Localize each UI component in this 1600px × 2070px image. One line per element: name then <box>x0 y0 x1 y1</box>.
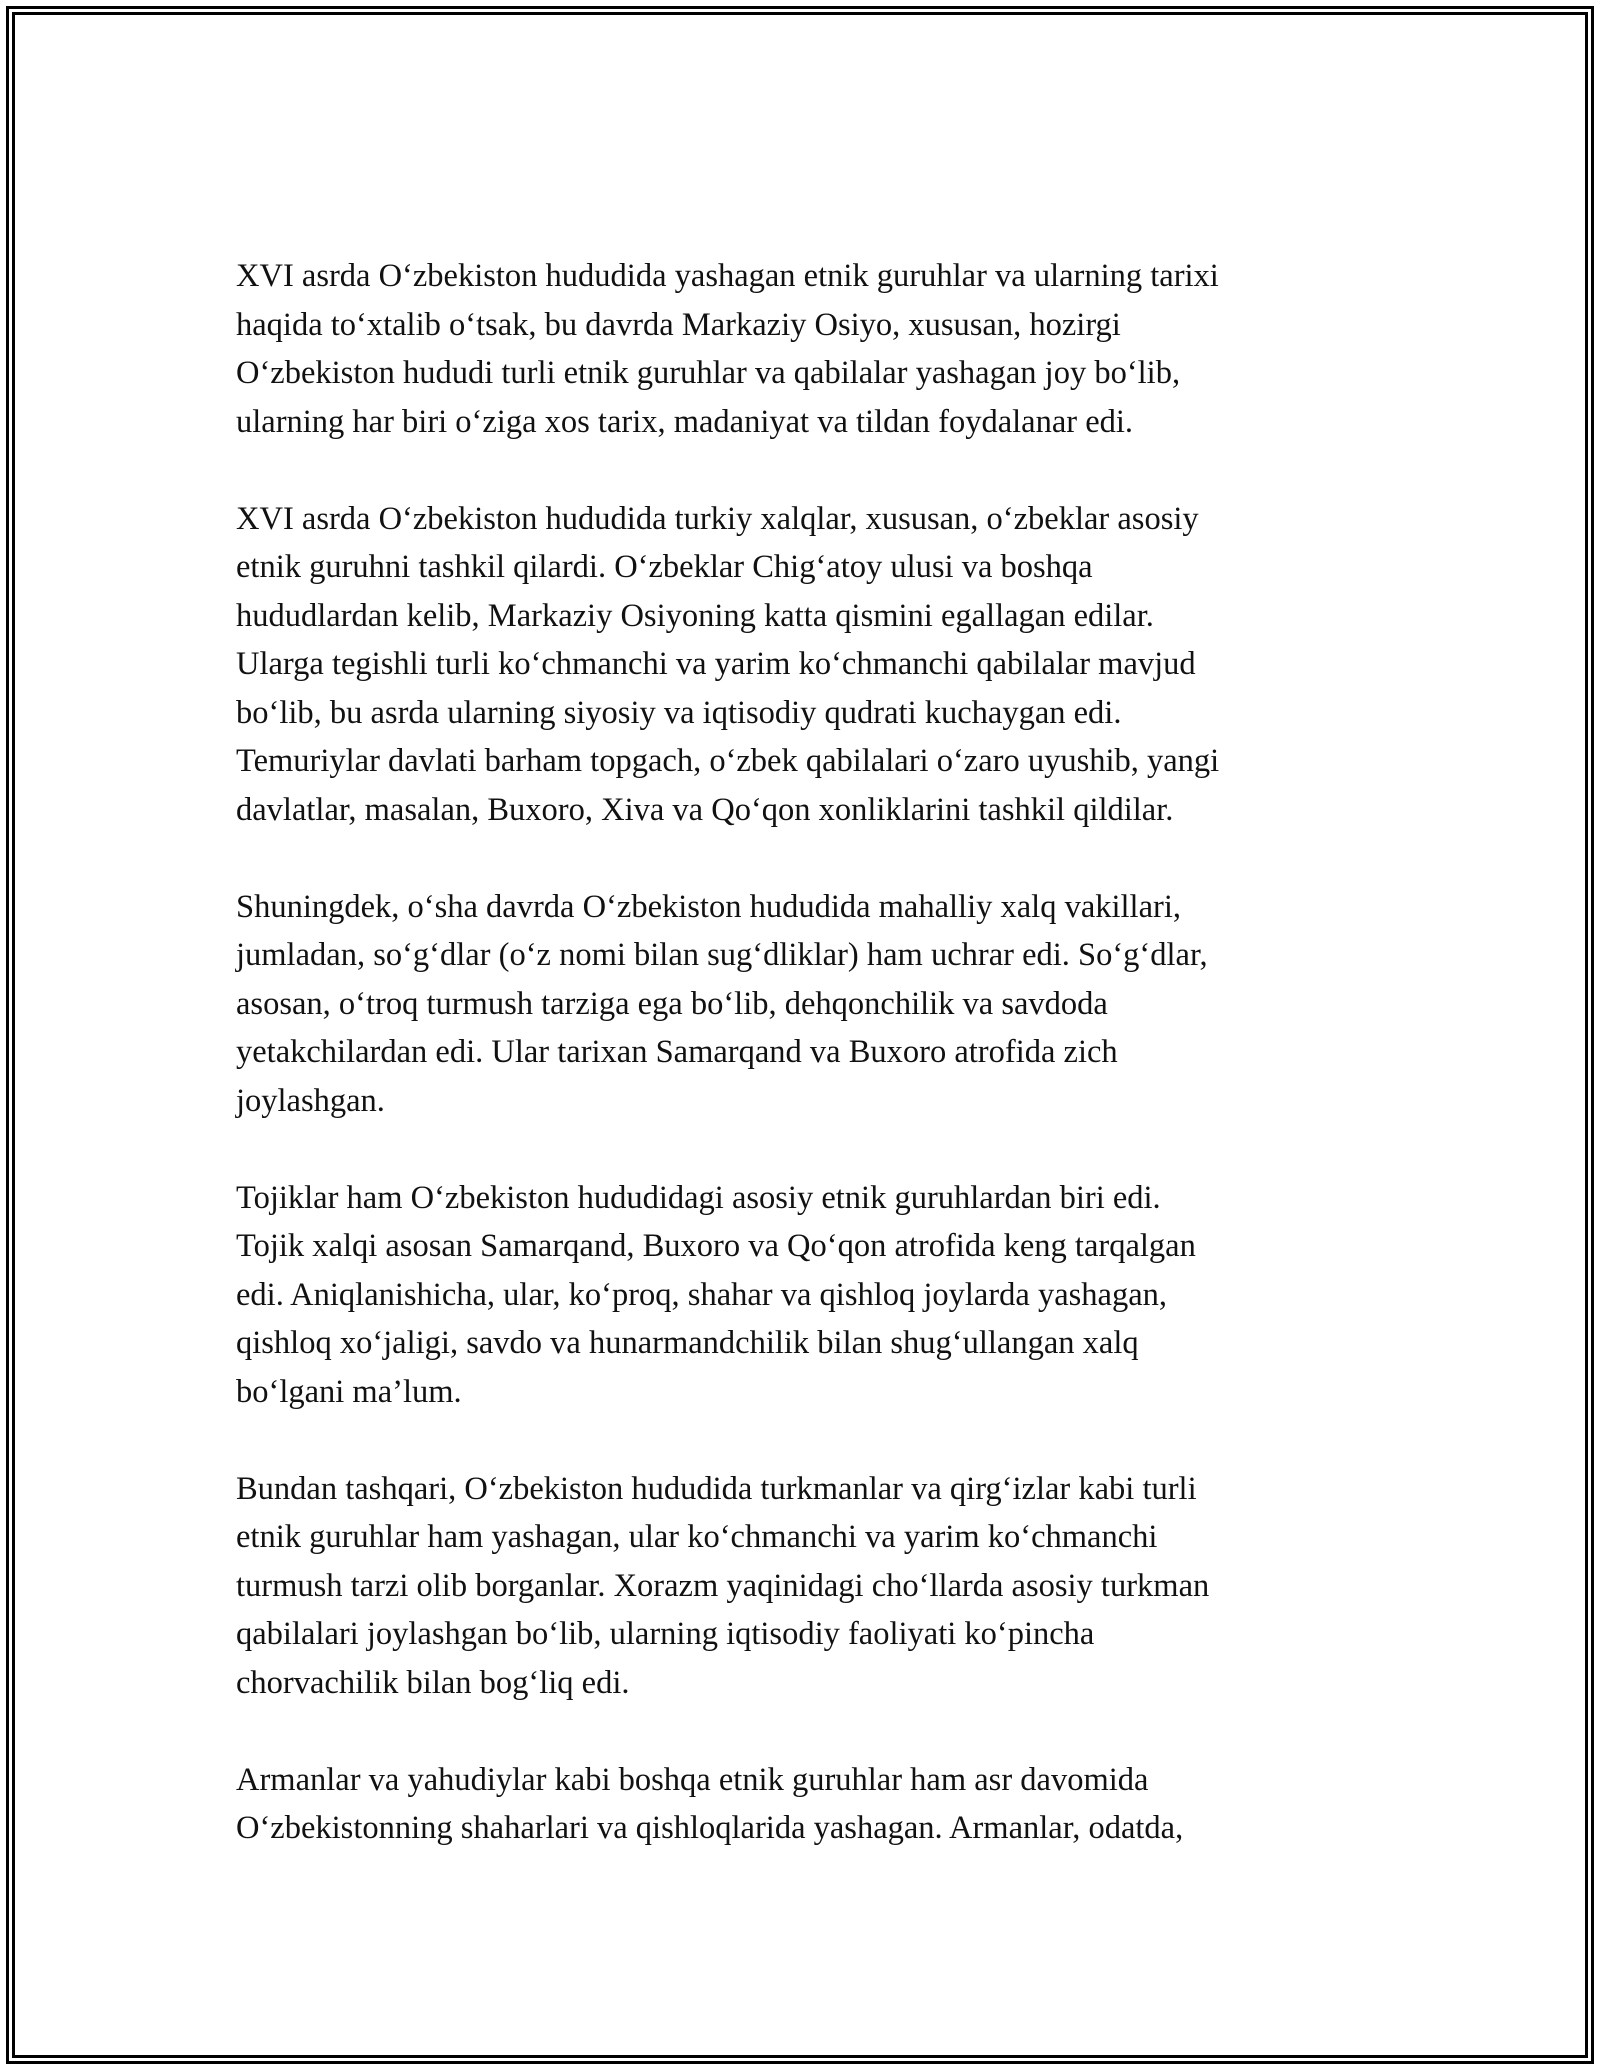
text-line: qishloq xo‘jaligi, savdo va hunarmandchilik bilan shug‘ullangan xalq <box>236 1325 1139 1361</box>
text-line: Ularga tegishli turli ko‘chmanchi va yarim ko‘chmanchi qabilalar mavjud <box>236 646 1196 682</box>
text-line: XVI asrda O‘zbekiston hududida turkiy xalqlar, xususan, o‘zbeklar asosiy <box>236 500 1199 537</box>
paragraph-5 <box>236 1465 1386 1708</box>
paragraph-4 <box>236 1174 1386 1417</box>
text-line: XVI asrda O‘zbekiston hududida yashagan etnik guruhlar va ularning tarixi <box>236 258 1219 294</box>
text-line: ularning har biri o‘ziga xos tarix, madaniyat va tildan foydalanar edi. <box>236 403 1134 440</box>
text-line: Armanlar va yahudiylar kabi boshqa etnik guruhlar ham asr davomida <box>236 1761 1149 1798</box>
text-line: hududlardan kelib, Markaziy Osiyoning katta qismini egallagan edilar. <box>236 597 1154 634</box>
text-line: haqida to‘xtalib o‘tsak, bu davrda Markaziy Osiyo, xususan, hozirgi <box>236 306 1121 343</box>
paragraph-2 <box>236 495 1386 835</box>
text-line: jumladan, so‘g‘dlar (o‘z nomi bilan sug‘dliklar) ham uchrar edi. So‘g‘dlar, <box>236 937 1208 973</box>
paragraph-3 <box>236 883 1386 1126</box>
text-line: etnik guruhni tashkil qilardi. O‘zbeklar Chig‘atoy ulusi va boshqa <box>236 549 1093 585</box>
text-line: Tojik xalqi asosan Samarqand, Buxoro va Qo‘qon atrofida keng tarqalgan <box>236 1228 1196 1264</box>
document-body <box>236 252 1386 1901</box>
text-line: qabilalari joylashgan bo‘lib, ularning iqtisodiy faoliyati ko‘pincha <box>236 1616 1095 1652</box>
text-line: bo‘lib, bu asrda ularning siyosiy va iqtisodiy qudrati kuchaygan edi. <box>236 694 1122 731</box>
text-line: asosan, o‘troq turmush tarziga ega bo‘lib, dehqonchilik va savdoda <box>236 985 1108 1022</box>
text-line: bo‘lgani ma’lum. <box>236 1373 462 1410</box>
paragraph-6 <box>236 1756 1386 1853</box>
text-line: Shuningdek, o‘sha davrda O‘zbekiston hududida mahalliy xalq vakillari, <box>236 888 1181 925</box>
text-line: O‘zbekistonning shaharlari va qishloqlarida yashagan. Armanlar, odatda, <box>236 1810 1184 1846</box>
text-line: Bundan tashqari, O‘zbekiston hududida turkmanlar va qirg‘izlar kabi turli <box>236 1470 1197 1507</box>
text-line: joylashgan. <box>236 1082 385 1119</box>
text-line: turmush tarzi olib borganlar. Xorazm yaqinidagi cho‘llarda asosiy turkman <box>236 1567 1210 1604</box>
text-line: etnik guruhlar ham yashagan, ular ko‘chmanchi va yarim ko‘chmanchi <box>236 1519 1158 1555</box>
text-line: chorvachilik bilan bog‘liq edi. <box>236 1664 630 1701</box>
text-line: edi. Aniqlanishicha, ular, ko‘proq, shahar va qishloq joylarda yashagan, <box>236 1276 1168 1313</box>
text-line: yetakchilardan edi. Ular tarixan Samarqand va Buxoro atrofida zich <box>236 1034 1118 1070</box>
text-line: davlatlar, masalan, Buxoro, Xiva va Qo‘qon xonliklarini tashkil qildilar. <box>236 791 1174 828</box>
paragraph-1 <box>236 252 1386 446</box>
text-line: O‘zbekiston hududi turli etnik guruhlar va qabilalar yashagan joy bo‘lib, <box>236 355 1181 391</box>
text-line: Temuriylar davlati barham topgach, o‘zbek qabilalari o‘zaro uyushib, yangi <box>236 743 1220 779</box>
text-line: Tojiklar ham O‘zbekiston hududidagi asosiy etnik guruhlardan biri edi. <box>236 1179 1161 1216</box>
